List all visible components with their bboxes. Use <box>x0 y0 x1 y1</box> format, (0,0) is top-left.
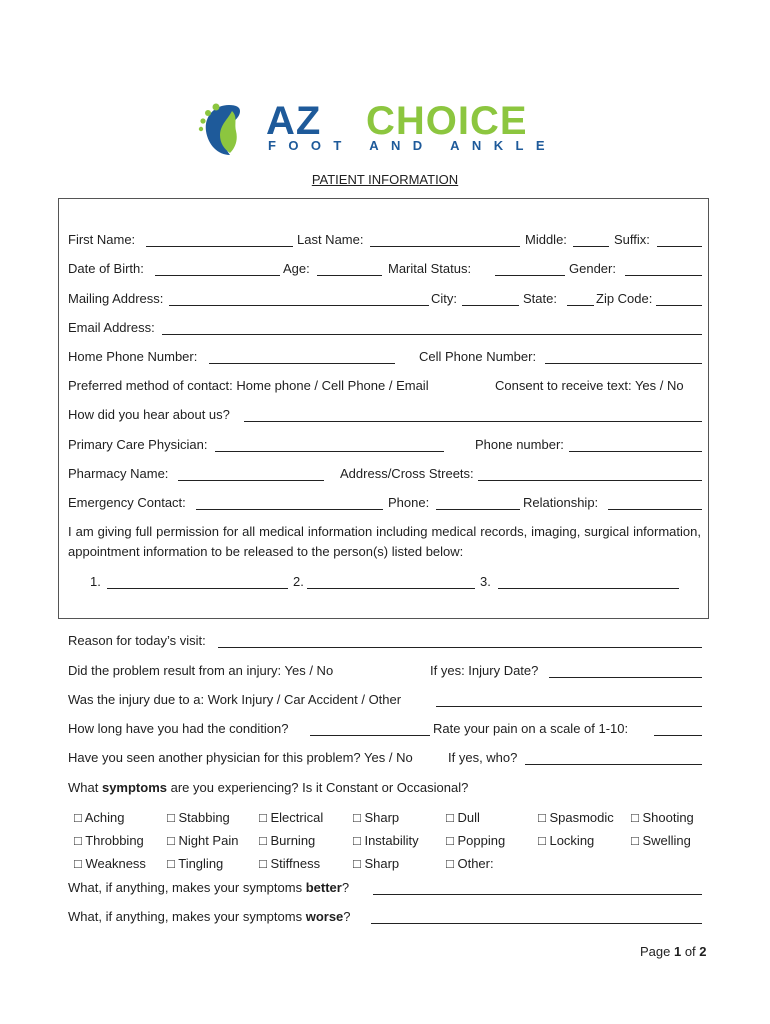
symptom-option[interactable] <box>353 810 399 825</box>
symptom-label: Spasmodic <box>549 810 614 825</box>
person-1-label: 1. <box>90 574 101 589</box>
symptom-option[interactable] <box>446 810 480 825</box>
pcp-phone-field[interactable] <box>569 451 702 452</box>
symptom-label: Electrical <box>270 810 324 825</box>
person-1-field[interactable] <box>107 588 288 589</box>
checkbox-icon[interactable]: □ <box>538 810 550 825</box>
other-physician-label: Have you seen another physician for this problem? Yes / No <box>68 750 413 765</box>
relationship-label: Relationship: <box>523 495 599 510</box>
middle-field[interactable] <box>573 246 609 247</box>
pcp-field[interactable] <box>215 451 444 452</box>
pain-scale-field[interactable] <box>654 735 702 736</box>
city-label: City: <box>431 291 457 306</box>
last-name-field[interactable] <box>370 246 520 247</box>
preferred-contact-label: Preferred method of contact: Home phone / Cell Phone / Email <box>68 378 429 393</box>
state-label: State: <box>523 291 557 306</box>
symptom-option[interactable] <box>74 810 125 825</box>
symptom-option[interactable] <box>446 833 505 848</box>
symptom-label: Weakness <box>85 856 146 871</box>
how-long-field[interactable] <box>310 735 430 736</box>
dob-label: Date of Birth: <box>68 261 144 276</box>
email-field[interactable] <box>162 334 702 335</box>
logo <box>194 95 574 165</box>
checkbox-icon[interactable]: □ <box>74 833 86 848</box>
symptom-label: Night Pain <box>178 833 239 848</box>
emergency-phone-label: Phone: <box>388 495 430 510</box>
pharmacy-field[interactable] <box>178 480 324 481</box>
checkbox-icon[interactable]: □ <box>259 856 271 871</box>
symptom-option[interactable] <box>259 856 320 871</box>
symptom-label: Sharp <box>364 856 400 871</box>
hear-about-field[interactable] <box>244 421 702 422</box>
symptom-option[interactable] <box>259 810 323 825</box>
home-phone-field[interactable] <box>209 363 395 364</box>
symptom-label: Burning <box>270 833 316 848</box>
city-field[interactable] <box>462 305 519 306</box>
symptom-label: Stiffness <box>270 856 321 871</box>
worse-question: What, if anything, makes your symptoms worse? <box>68 909 351 924</box>
address-cross-label: Address/Cross Streets: <box>340 466 474 481</box>
if-yes-who-field[interactable] <box>525 764 702 765</box>
zip-code-label: Zip Code: <box>596 291 653 306</box>
pcp-phone-label: Phone number: <box>475 437 564 452</box>
symptom-label: Popping <box>457 833 506 848</box>
injury-question: Did the problem result from an injury: Yes / No <box>68 663 334 678</box>
symptom-option[interactable] <box>74 856 146 871</box>
symptom-option[interactable] <box>353 856 399 871</box>
symptom-label: Shooting <box>642 810 694 825</box>
home-phone-label: Home Phone Number: <box>68 349 198 364</box>
symptom-option[interactable] <box>259 833 315 848</box>
checkbox-icon[interactable]: □ <box>167 856 179 871</box>
age-field[interactable] <box>317 275 382 276</box>
symptom-label: Aching <box>84 810 125 825</box>
checkbox-icon[interactable]: □ <box>631 833 643 848</box>
page-indicator: Page 1 of 2 <box>640 944 707 959</box>
symptom-option[interactable] <box>167 810 230 825</box>
symptom-option[interactable] <box>631 810 694 825</box>
symptom-label: Sharp <box>364 810 400 825</box>
first-name-label: First Name: <box>68 232 136 247</box>
hear-about-label: How did you hear about us? <box>68 407 230 422</box>
worse-field[interactable] <box>371 923 702 924</box>
better-question: What, if anything, makes your symptoms better? <box>68 880 350 895</box>
dob-field[interactable] <box>155 275 280 276</box>
middle-label: Middle: <box>525 232 567 247</box>
symptom-option[interactable] <box>74 833 144 848</box>
suffix-field[interactable] <box>657 246 702 247</box>
emergency-phone-field[interactable] <box>436 509 520 510</box>
pain-scale-label: Rate your pain on a scale of 1-10: <box>433 721 629 736</box>
cell-phone-label: Cell Phone Number: <box>419 349 537 364</box>
reason-label: Reason for today’s visit: <box>68 633 206 648</box>
checkbox-icon[interactable]: □ <box>446 833 458 848</box>
pharmacy-label: Pharmacy Name: <box>68 466 169 481</box>
symptom-label: Throbbing <box>85 833 144 848</box>
gender-label: Gender: <box>569 261 616 276</box>
symptom-option[interactable] <box>353 833 419 848</box>
age-label: Age: <box>283 261 310 276</box>
emergency-contact-field[interactable] <box>196 509 383 510</box>
permission-paragraph: I am giving full permission for all medical information including medical records, imaging, surgical information, appointment information to be released to the person(s) listed below: <box>68 524 701 559</box>
injury-date-label: If yes: Injury Date? <box>430 663 539 678</box>
if-yes-who-label: If yes, who? <box>448 750 518 765</box>
marital-status-field[interactable] <box>495 275 565 276</box>
reason-field[interactable] <box>218 647 702 648</box>
mailing-address-field[interactable] <box>169 305 429 306</box>
symptom-label: Other: <box>457 856 494 871</box>
checkbox-icon[interactable]: □ <box>446 810 458 825</box>
symptom-label: Stabbing <box>178 810 230 825</box>
checkbox-icon[interactable]: □ <box>167 810 179 825</box>
person-3-field[interactable] <box>498 588 679 589</box>
symptom-option[interactable] <box>446 856 494 871</box>
foot-logo-icon <box>196 97 262 159</box>
suffix-label: Suffix: <box>614 232 650 247</box>
person-3-label: 3. <box>480 574 491 589</box>
logo-tagline: FOOT AND ANKLE <box>268 138 557 153</box>
how-long-label: How long have you had the condition? <box>68 721 289 736</box>
checkbox-icon[interactable]: □ <box>631 810 643 825</box>
symptom-label: Instability <box>364 833 419 848</box>
person-2-label: 2. <box>293 574 304 589</box>
injury-due-field[interactable] <box>436 706 702 707</box>
better-field[interactable] <box>373 894 702 895</box>
marital-status-label: Marital Status: <box>388 261 472 276</box>
symptoms-question: What symptoms are you experiencing? Is it Constant or Occasional? <box>68 780 469 795</box>
injury-due-label: Was the injury due to a: Work Injury / Car Accident / Other <box>68 692 402 707</box>
checkbox-icon[interactable]: □ <box>446 856 458 871</box>
symptom-option[interactable] <box>631 833 691 848</box>
checkbox-icon[interactable]: □ <box>353 833 365 848</box>
checkbox-icon[interactable]: □ <box>74 856 86 871</box>
gender-field[interactable] <box>625 275 702 276</box>
pcp-label: Primary Care Physician: <box>68 437 208 452</box>
symptom-label: Tingling <box>178 856 224 871</box>
checkbox-icon[interactable]: □ <box>259 833 271 848</box>
checkbox-icon[interactable]: □ <box>167 833 179 848</box>
symptom-option[interactable] <box>538 810 614 825</box>
checkbox-icon[interactable]: □ <box>259 810 271 825</box>
first-name-field[interactable] <box>146 246 293 247</box>
symptom-option[interactable] <box>538 833 594 848</box>
symptom-label: Dull <box>457 810 480 825</box>
checkbox-icon[interactable]: □ <box>353 856 365 871</box>
cell-phone-field[interactable] <box>545 363 702 364</box>
checkbox-icon[interactable]: □ <box>538 833 550 848</box>
logo-az-text: AZ <box>266 99 322 143</box>
symptom-label: Swelling <box>642 833 691 848</box>
checkbox-icon[interactable]: □ <box>74 810 85 825</box>
address-cross-field[interactable] <box>478 480 702 481</box>
form-title: PATIENT INFORMATION <box>311 172 459 187</box>
mailing-address-label: Mailing Address: <box>68 291 164 306</box>
consent-text-label: Consent to receive text: Yes / No <box>495 378 684 393</box>
relationship-field[interactable] <box>608 509 702 510</box>
checkbox-icon[interactable]: □ <box>353 810 365 825</box>
person-2-field[interactable] <box>307 588 475 589</box>
symptom-label: Locking <box>549 833 595 848</box>
state-field[interactable] <box>567 305 594 306</box>
emergency-contact-label: Emergency Contact: <box>68 495 186 510</box>
logo-choice-text: CHOICE <box>366 99 528 143</box>
last-name-label: Last Name: <box>297 232 364 247</box>
injury-date-field[interactable] <box>549 677 702 678</box>
email-label: Email Address: <box>68 320 155 335</box>
zip-code-field[interactable] <box>656 305 702 306</box>
symptom-option[interactable] <box>167 856 223 871</box>
symptom-option[interactable] <box>167 833 238 848</box>
